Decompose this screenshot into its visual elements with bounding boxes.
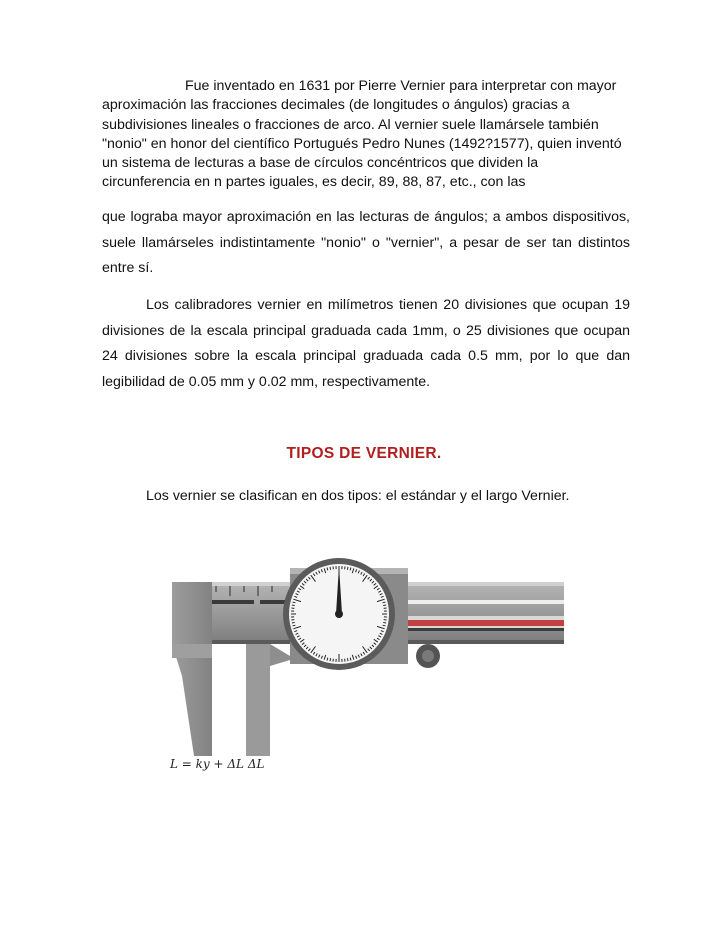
paragraph-line: subdivisiones lineales o fracciones de arco. Al vernier suele llamársele también bbox=[102, 116, 599, 133]
paragraph-line: 24 divisiones sobre la escala principal graduada cada 0.5 mm, por lo que dan bbox=[102, 348, 630, 364]
paragraph-line: un sistema de lecturas a base de círculos concéntricos que dividen la bbox=[102, 155, 539, 172]
paragraph-continuation bbox=[102, 205, 630, 282]
paragraph-line: circunferencia en n partes iguales, es decir, 89, 88, 87, etc., con las bbox=[102, 174, 526, 191]
caliper-illustration bbox=[172, 556, 564, 756]
paragraph-line: divisiones de la escala principal graduada cada 1mm, o 25 divisiones que ocupan bbox=[102, 322, 630, 339]
section-title: TIPOS DE VERNIER. bbox=[286, 445, 442, 462]
paragraph-line: aproximación las fracciones decimales (de longitudes o ángulos) gracias a bbox=[102, 97, 570, 114]
paragraph-line: "nonio" en honor del científico Portugués Pedro Nunes (1492?1577), quien inventó bbox=[102, 135, 622, 152]
paragraph-line: legibilidad de 0.05 mm y 0.02 mm, respectivamente. bbox=[102, 373, 431, 390]
paragraph-history bbox=[102, 77, 632, 193]
sliding-jaw bbox=[246, 644, 270, 756]
paragraph-line: entre sí. bbox=[102, 260, 154, 276]
formula: L = ky + ΔL ΔL bbox=[170, 757, 265, 771]
paragraph-calibrators bbox=[102, 293, 630, 395]
paragraph-line: Los calibradores vernier en milímetros tienen 20 divisiones que ocupan 19 bbox=[146, 297, 630, 313]
paragraph-line: que lograba mayor aproximación en las lecturas de ángulos; a ambos dispositivos, bbox=[102, 209, 630, 225]
fixed-jaw bbox=[172, 582, 212, 756]
paragraph-line: Fue inventado en 1631 por Pierre Vernier para interpretar con mayor bbox=[185, 78, 617, 94]
dial-caliper-image bbox=[172, 556, 564, 756]
intro-text: Los vernier se clasifican en dos tipos: el estándar y el largo Vernier. bbox=[146, 488, 570, 504]
paragraph-line: suele llamárseles indistintamente "nonio" o "vernier", a pesar de ser tan distintos bbox=[102, 234, 630, 251]
